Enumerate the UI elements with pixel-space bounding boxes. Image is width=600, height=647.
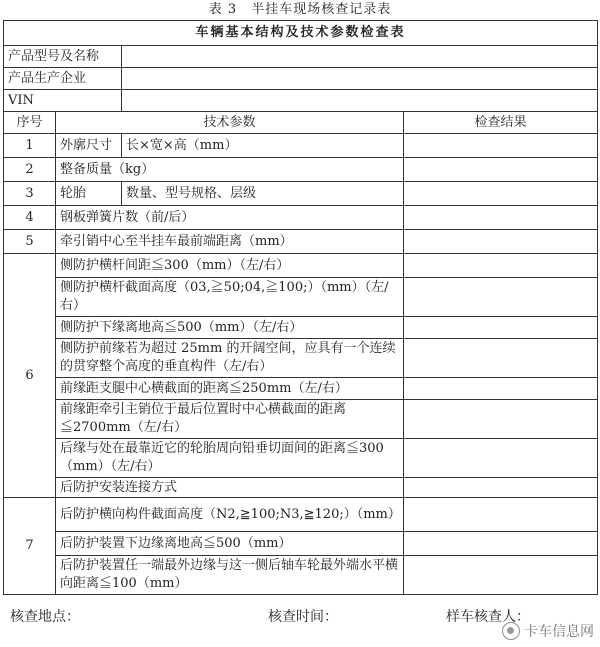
group7-item: 后防护横向构件截面高度（N2,≧100;N3,≧120;）（mm）: [56, 498, 404, 532]
result-cell[interactable]: [404, 339, 598, 378]
result-cell[interactable]: [404, 532, 598, 556]
result-cell[interactable]: [404, 134, 598, 158]
time-label: 核查时间：: [268, 609, 338, 625]
item-number: 3: [4, 182, 56, 206]
info-label-manufacturer: 产品生产企业: [4, 68, 122, 90]
result-cell[interactable]: [404, 158, 598, 182]
item-number: 1: [4, 134, 56, 158]
group6-item: 后防护安装连接方式: [56, 478, 404, 498]
group-number: 7: [4, 498, 56, 595]
location-label: 核查地点：: [10, 609, 80, 625]
info-value-vin[interactable]: [122, 90, 598, 112]
info-value-model[interactable]: [122, 46, 598, 68]
inspection-table: [3, 20, 598, 595]
item-number: 4: [4, 206, 56, 230]
wechat-icon: [502, 622, 520, 640]
result-cell[interactable]: [404, 439, 598, 478]
inspector-label: 样车核查人：: [446, 609, 530, 625]
result-cell[interactable]: [404, 556, 598, 595]
watermark: [502, 621, 594, 641]
result-cell[interactable]: [404, 498, 598, 532]
group6-item: 侧防护前缘若为超过 25mm 的开阔空间，应具有一个连续的贯穿整个高度的垂直构件（左/右）: [56, 339, 404, 378]
item-label: 整备质量（kg）: [56, 158, 404, 182]
info-label-model: 产品型号及名称: [4, 46, 122, 68]
result-cell[interactable]: [404, 206, 598, 230]
table-caption: 表 3 半挂车现场核查记录表: [208, 2, 392, 17]
result-cell[interactable]: [404, 400, 598, 439]
result-cell[interactable]: [404, 278, 598, 317]
item-label: 轮胎: [56, 182, 122, 206]
group7-item: 后防护装置任一端最外边缘与这一侧后轴车轮最外端水平横向距离≦100（mm）: [56, 556, 404, 595]
result-cell[interactable]: [404, 182, 598, 206]
group-number: 6: [4, 254, 56, 498]
result-cell[interactable]: [404, 230, 598, 254]
info-label-vin: VIN: [4, 90, 122, 112]
result-cell[interactable]: [404, 478, 598, 498]
result-cell[interactable]: [404, 378, 598, 400]
group6-item: 前缘距支腿中心横截面的距离≦250mm（左/右）: [56, 378, 404, 400]
group6-item: 后缘与处在最靠近它的轮胎周向铅垂切面间的距离≦300（mm）（左/右）: [56, 439, 404, 478]
item-detail: 数量、型号规格、层级: [122, 182, 404, 206]
item-label: 外廓尺寸: [56, 134, 122, 158]
info-value-manufacturer[interactable]: [122, 68, 598, 90]
watermark-text: 卡车信息网: [524, 624, 594, 640]
group6-item: 侧防护横杆截面高度（03,≧50;04,≧100;）（mm）（左/右）: [56, 278, 404, 317]
item-label: 牵引销中心至半挂车最前端距离（mm）: [56, 230, 404, 254]
sheet-title: 车辆基本结构及技术参数检查表: [4, 21, 598, 46]
header-params: 技术参数: [56, 112, 404, 134]
item-label: 钢板弹簧片数（前/后）: [56, 206, 404, 230]
group6-item: 前缘距牵引主销位于最后位置时中心横截面的距离≦2700mm（左/右）: [56, 400, 404, 439]
header-seq: 序号: [4, 112, 56, 134]
item-number: 5: [4, 230, 56, 254]
group6-item: 侧防护下缘离地高≦500（mm）（左/右）: [56, 317, 404, 339]
item-number: 2: [4, 158, 56, 182]
result-cell[interactable]: [404, 317, 598, 339]
group7-item: 后防护装置下边缘离地高≦500（mm）: [56, 532, 404, 556]
item-detail: 长×宽×高（mm）: [122, 134, 404, 158]
group6-item: 侧防护横杆间距≦300（mm）（左/右）: [56, 254, 404, 278]
result-cell[interactable]: [404, 254, 598, 278]
header-result: 检查结果: [404, 112, 598, 134]
